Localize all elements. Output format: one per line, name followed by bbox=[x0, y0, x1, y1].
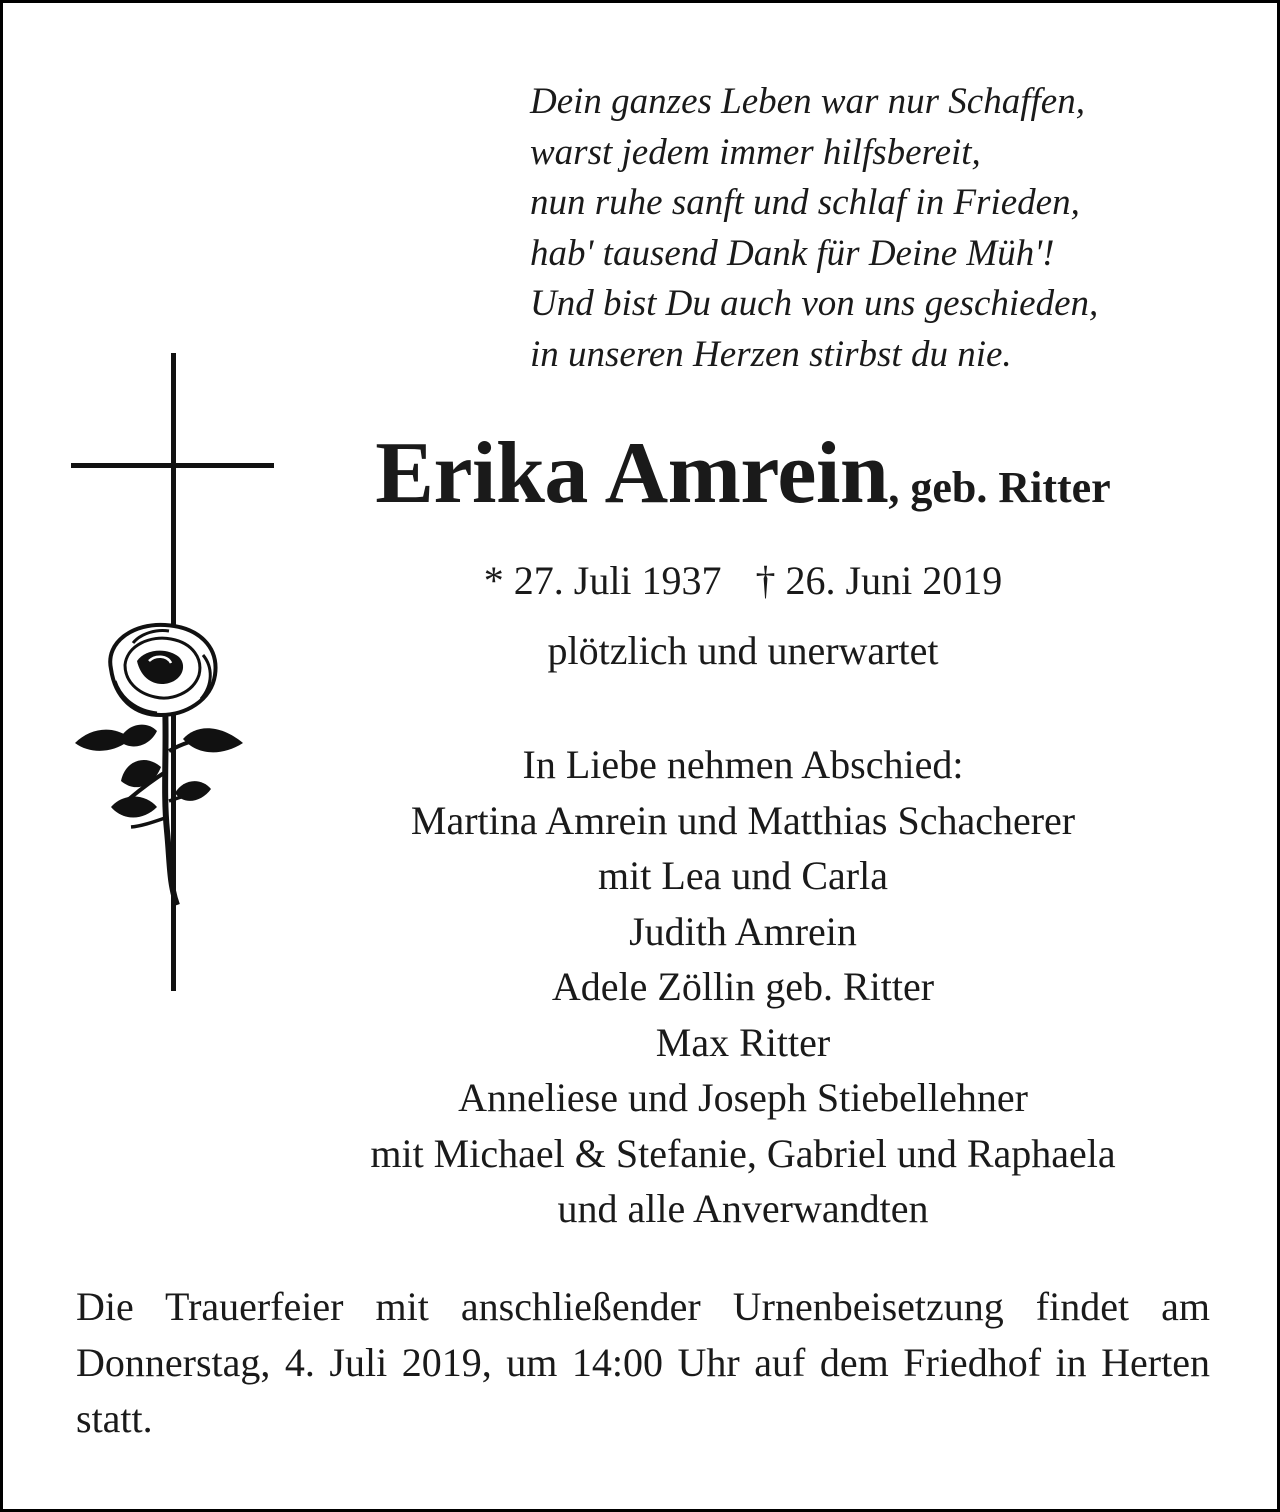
mourner-name: mit Lea und Carla bbox=[598, 853, 888, 898]
mourner-name: Max Ritter bbox=[655, 1019, 831, 1065]
poem-line: warst jedem immer hilfsbereit, bbox=[530, 131, 981, 173]
mourner-name: Adele Zöllin geb. Ritter bbox=[551, 964, 935, 1009]
deceased-name: Erika Amrein bbox=[375, 425, 889, 522]
mourner-name: mit Michael & Stefanie, Gabriel und Raphaela bbox=[370, 1130, 1116, 1176]
poem-line: Und bist Du auch von uns geschieden, bbox=[530, 283, 1099, 324]
poem-line: in unseren Herzen stirbst du nie. bbox=[530, 333, 1012, 375]
poem-line: hab' tausend Dank für Deine Müh'! bbox=[530, 232, 1055, 274]
poem-line: nun ruhe sanft und schlaf in Frieden, bbox=[530, 182, 1080, 223]
mourner-name: und alle Anverwandten bbox=[557, 1186, 929, 1231]
mourners-list bbox=[3, 737, 1280, 1237]
mourner-name: Judith Amrein bbox=[629, 908, 857, 954]
deceased-name-line bbox=[3, 423, 1280, 524]
mourner-name: Martina Amrein und Matthias Schacherer bbox=[410, 797, 1076, 843]
maiden-name: , geb. Ritter bbox=[888, 463, 1111, 512]
life-dates bbox=[3, 557, 1280, 604]
mourner-name: Anneliese und Joseph Stiebellehner bbox=[458, 1075, 1028, 1120]
birth-date: * 27. Juli 1937 bbox=[483, 558, 722, 603]
death-date: † 26. Juni 2019 bbox=[755, 558, 1003, 603]
poem-line: Dein ganzes Leben war nur Schaffen, bbox=[530, 81, 1085, 122]
mourners-heading: In Liebe nehmen Abschied: bbox=[522, 742, 964, 787]
funeral-service-notice: Die Trauerfeier mit anschließender Urnenbeisetzung findet am Donnerstag, 4. Juli 2019, um 14:00 Uhr auf dem Friedhof in Herten statt. bbox=[76, 1284, 1210, 1441]
cause-of-death: plötzlich und unerwartet bbox=[547, 628, 939, 673]
memorial-poem bbox=[530, 77, 1250, 380]
